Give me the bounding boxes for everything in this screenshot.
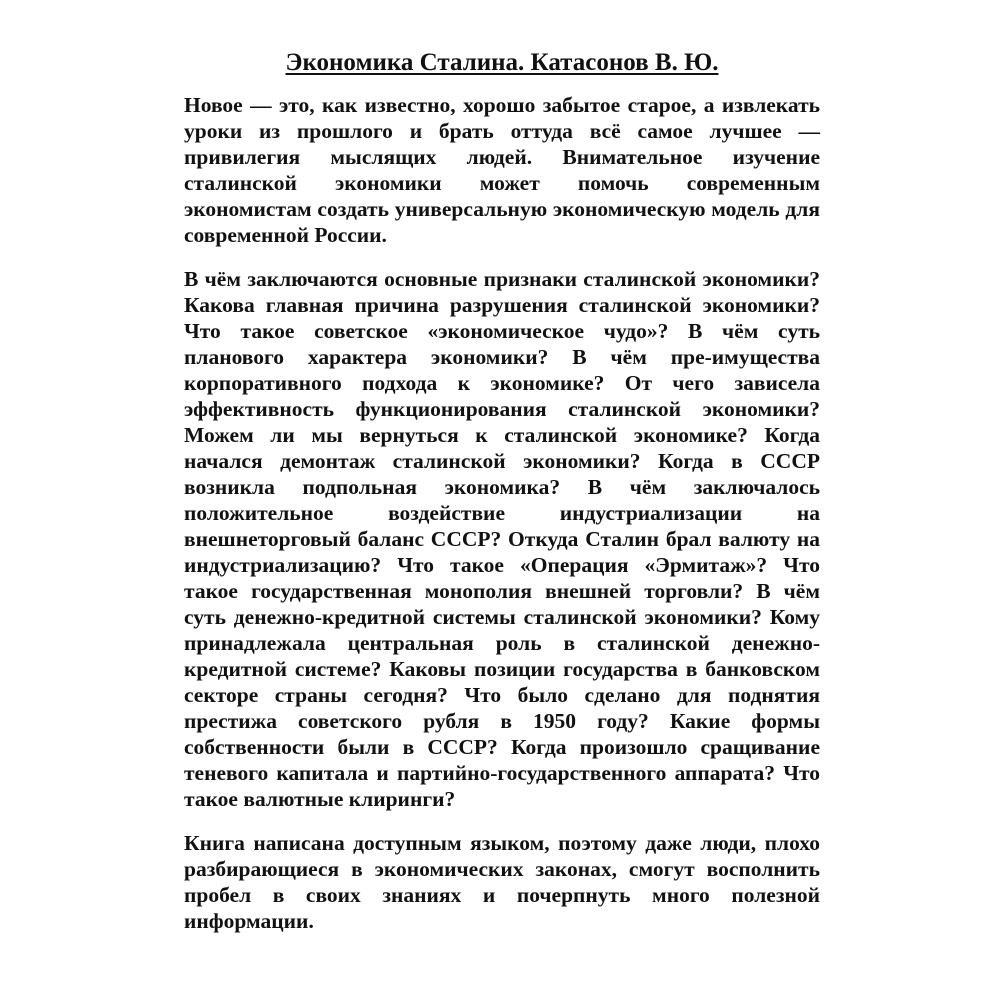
paragraph-conclusion: Книга написана доступным языком, поэтому даже люди, плохо разбирающиеся в экономических законах, смогут восполнить пробел в своих знаниях и почерпнуть много полезной информации. (184, 831, 820, 933)
document-title: Экономика Сталина. Катасонов В. Ю. (285, 49, 719, 76)
document-page (184, 48, 820, 952)
paragraph-questions: В чём заключаются основные признаки сталинской экономики? Какова главная причина разрушения сталинской экономики? Что такое советское «экономическое чудо»? В чём суть планового характера экономики? В чём пре-имущества корпоративного подхода к экономике? От чего зависела эффективность функционирования сталинской экономики? Можем ли мы вернуться к сталинской экономике? Когда начался демонтаж сталинской экономики? Когда в СССР возникла подпольная экономика? В чём заключалось положительное воздействие индустриализации на внешнеторговый баланс СССР? Откуда Сталин брал валюту на индустриализацию? Что такое «Операция «Эрмитаж»? Что такое государственная монополия внешней торговли? В чём суть денежно-кредитной системы сталинской экономики? Кому принадлежала центральная роль в сталинской денежно-кредитной системе? Каковы позиции государства в банковском секторе страны сегодня? Что было сделано для поднятия престижа советского рубля в 1950 году? Какие формы собственности были в СССР? Когда произошло сращивание теневого капитала и партийно-государственного аппарата? Что такое валютные клиринги? (184, 267, 820, 811)
paragraph-intro: Новое — это, как известно, хорошо забытое старое, а извлекать уроки из прошлого и брать оттуда всё самое лучшее — привилегия мыслящих людей. Внимательное изучение сталинской экономики может помочь современным экономистам создать универсальную экономическую модель для современной России. (184, 93, 820, 247)
